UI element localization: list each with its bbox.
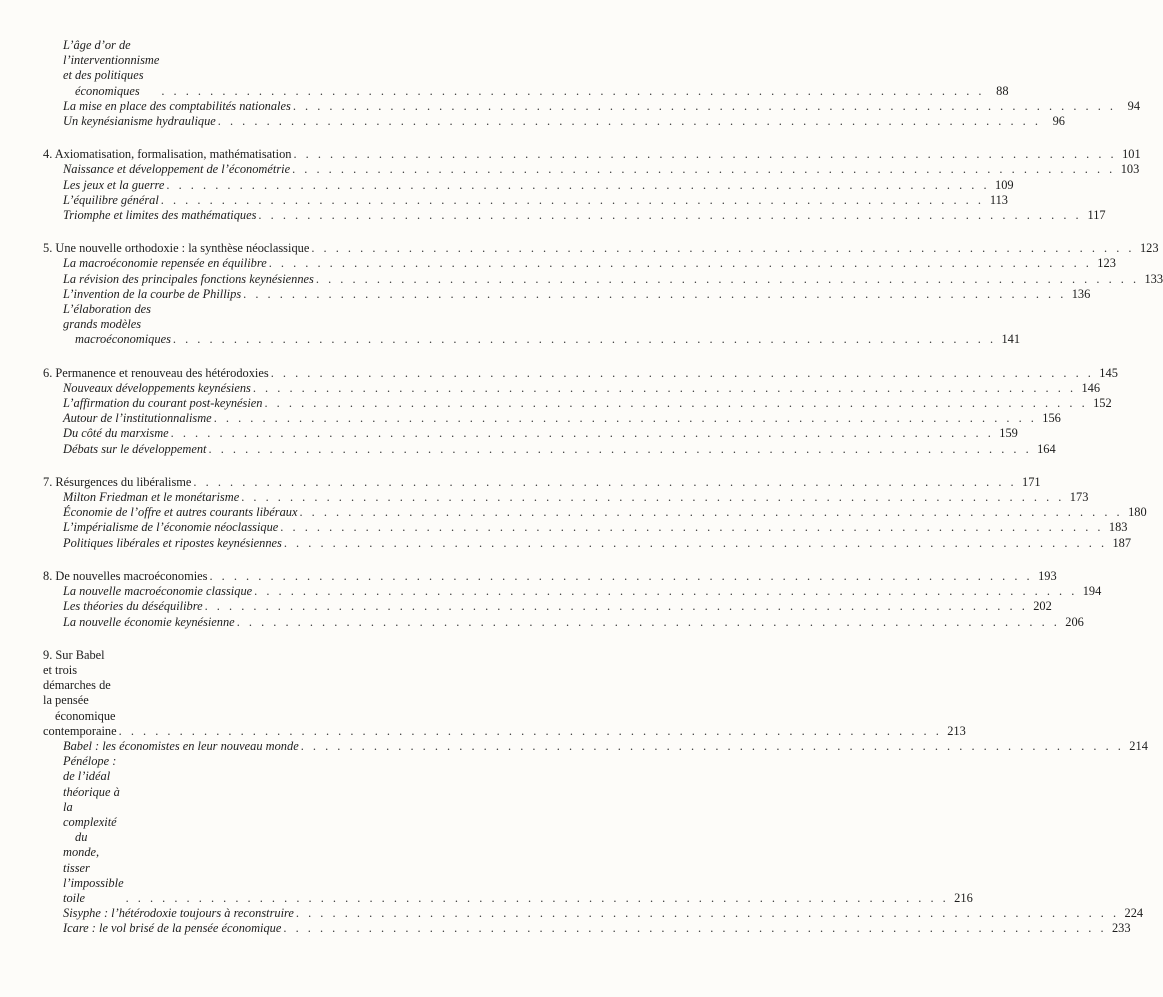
dot-leader bbox=[166, 178, 989, 193]
dot-leader bbox=[205, 599, 1028, 614]
dot-leader bbox=[119, 724, 942, 739]
toc-entry-title: Naissance et développement de l’économétrie bbox=[63, 162, 291, 177]
dot-leader bbox=[173, 332, 996, 347]
toc-entry bbox=[43, 98, 1141, 114]
toc-entry bbox=[43, 906, 1144, 921]
dot-leader bbox=[237, 615, 1060, 630]
toc-entry bbox=[43, 208, 1106, 223]
section-gap bbox=[43, 551, 373, 569]
dot-leader bbox=[218, 114, 1041, 129]
toc-entry bbox=[43, 38, 1009, 99]
page-number: 133 bbox=[1144, 271, 1163, 286]
toc-entry-title: L’affirmation du courant post-keynésien bbox=[63, 396, 263, 411]
toc-entry-title: La nouvelle économie keynésienne bbox=[63, 614, 235, 629]
chapter-title: 6. Permanence et renouveau des hétérodoxies bbox=[43, 365, 269, 380]
page-number: 233 bbox=[1111, 921, 1131, 936]
page-number: 193 bbox=[1038, 568, 1057, 583]
page-number: 123 bbox=[1139, 241, 1159, 256]
chapter-entry bbox=[43, 474, 1041, 490]
toc-entry-line: Pénélope : de l’idéal théorique à la complexité bbox=[63, 754, 120, 829]
toc-entry bbox=[43, 535, 1132, 551]
page-number: 213 bbox=[947, 723, 966, 738]
dot-leader bbox=[316, 272, 1139, 287]
page-number: 183 bbox=[1108, 520, 1128, 535]
page-number: 164 bbox=[1037, 441, 1056, 456]
chapter-list bbox=[43, 129, 1163, 936]
dot-leader bbox=[269, 256, 1092, 271]
page-number: 216 bbox=[954, 890, 973, 905]
toc-entry-line: économiques bbox=[75, 83, 140, 98]
toc-entry-title: Triomphe et limites des mathématiques bbox=[63, 208, 257, 223]
section-gap bbox=[43, 129, 373, 147]
page-number: 123 bbox=[1097, 256, 1116, 271]
toc-entry bbox=[43, 177, 1014, 193]
dot-leader bbox=[283, 921, 1106, 936]
section-gap bbox=[43, 348, 373, 366]
page-number: 101 bbox=[1122, 147, 1141, 162]
chapter-entry bbox=[43, 568, 1057, 584]
toc-entry-title: Babel : les économistes en leur nouveau monde bbox=[63, 738, 299, 753]
toc-entry-line: macroéconomiques bbox=[75, 332, 171, 347]
dot-leader bbox=[243, 287, 1066, 302]
dot-leader bbox=[284, 536, 1107, 551]
chapter-title: 5. Une nouvelle orthodoxie : la synthèse néoclassique bbox=[43, 241, 310, 256]
toc-entry-title: Économie de l’offre et autres courants libéraux bbox=[63, 505, 298, 520]
dot-leader bbox=[296, 906, 1119, 921]
toc-entry bbox=[43, 584, 1102, 599]
page-number: 156 bbox=[1042, 411, 1061, 426]
dot-leader bbox=[299, 505, 1122, 520]
page-number: 152 bbox=[1093, 396, 1112, 411]
page-number: 214 bbox=[1129, 738, 1148, 753]
toc-entry-line: L’âge d’or de l’interventionnisme et des politiques bbox=[63, 38, 160, 83]
toc-entry bbox=[43, 599, 1052, 614]
dot-leader bbox=[241, 490, 1064, 505]
toc-entry bbox=[43, 396, 1112, 411]
toc-entry bbox=[43, 520, 1128, 535]
dot-leader bbox=[293, 99, 1116, 114]
page-number: 145 bbox=[1099, 365, 1118, 380]
toc-entry bbox=[43, 114, 1065, 129]
toc-entry-title: L’impérialisme de l’économie néoclassique bbox=[63, 520, 279, 535]
dot-leader bbox=[254, 584, 1077, 599]
page-number: 117 bbox=[1087, 208, 1106, 223]
toc-entry-title: Autour de l’institutionnalisme bbox=[63, 411, 212, 426]
toc-entry-title: Politiques libérales et ripostes keynésiennes bbox=[63, 535, 282, 550]
toc-entry bbox=[43, 411, 1061, 426]
page-number: 194 bbox=[1082, 584, 1102, 599]
toc-entry-title bbox=[43, 38, 159, 99]
toc-entry bbox=[43, 380, 1101, 396]
dot-leader bbox=[126, 891, 949, 906]
toc-entry bbox=[43, 256, 1116, 271]
toc-entry bbox=[43, 162, 1140, 177]
toc-entry-title: L’invention de la courbe de Phillips bbox=[63, 286, 242, 301]
section-gap bbox=[43, 630, 373, 648]
page-number: 146 bbox=[1081, 380, 1101, 395]
dot-leader bbox=[214, 411, 1037, 426]
dot-leader bbox=[311, 241, 1134, 256]
toc-entry bbox=[43, 754, 973, 906]
toc-entry-title: La révision des principales fonctions keynésiennes bbox=[63, 271, 314, 286]
page-number: 136 bbox=[1071, 286, 1091, 301]
chapter-entry bbox=[43, 241, 1159, 256]
toc-entry bbox=[43, 426, 1018, 441]
dot-leader bbox=[293, 147, 1116, 162]
chapter-title-line: 9. Sur Babel et trois démarches de la pensée bbox=[43, 647, 111, 708]
dot-leader bbox=[209, 442, 1032, 457]
page-number: 113 bbox=[989, 192, 1008, 207]
toc-entry bbox=[43, 441, 1056, 457]
toc-entry-title: Les jeux et la guerre bbox=[63, 177, 165, 192]
table-of-contents bbox=[43, 38, 1163, 937]
toc-entry-line: L’élaboration des grands modèles bbox=[63, 302, 151, 332]
dot-leader bbox=[161, 84, 984, 99]
toc-entry-title: Débats sur le développement bbox=[63, 441, 207, 456]
chapter-entry bbox=[43, 365, 1118, 381]
dot-leader bbox=[161, 193, 984, 208]
toc-entry-title bbox=[43, 754, 124, 906]
page-number: 206 bbox=[1065, 614, 1084, 629]
toc-entry bbox=[43, 921, 1131, 936]
chapter-title: 4. Axiomatisation, formalisation, mathématisation bbox=[43, 147, 292, 162]
toc-entry-title: Nouveaux développements keynésiens bbox=[63, 380, 251, 395]
dot-leader bbox=[301, 739, 1124, 754]
toc-entry-title: Un keynésianisme hydraulique bbox=[63, 114, 216, 129]
toc-entry-title: Sisyphe : l’hétérodoxie toujours à reconstruire bbox=[63, 906, 294, 921]
chapter-title-line: économique contemporaine bbox=[43, 708, 117, 738]
toc-entry-title: La macroéconomie repensée en équilibre bbox=[63, 256, 267, 271]
page-number: 141 bbox=[1001, 332, 1021, 347]
toc-entry bbox=[43, 271, 1163, 287]
page-number: 159 bbox=[999, 426, 1018, 441]
toc-entry bbox=[43, 505, 1147, 520]
page-number: 88 bbox=[996, 83, 1009, 98]
page-number: 103 bbox=[1120, 162, 1140, 177]
page-number: 187 bbox=[1112, 535, 1132, 550]
dot-leader bbox=[193, 475, 1016, 490]
section-gap bbox=[43, 223, 373, 241]
toc-entry-title: Icare : le vol brisé de la pensée économique bbox=[63, 921, 282, 936]
page-number: 180 bbox=[1128, 505, 1147, 520]
page-number: 171 bbox=[1022, 474, 1041, 489]
chapter-entry bbox=[43, 147, 1141, 162]
page-number: 202 bbox=[1033, 599, 1052, 614]
toc-entry bbox=[43, 302, 1021, 348]
page-number: 94 bbox=[1127, 98, 1141, 113]
toc-entry bbox=[43, 490, 1089, 505]
toc-entry bbox=[43, 738, 1148, 754]
toc-entry bbox=[43, 286, 1091, 302]
chapter-title: 8. De nouvelles macroéconomies bbox=[43, 568, 208, 583]
dot-leader bbox=[258, 208, 1081, 223]
toc-entry bbox=[43, 614, 1084, 630]
toc-entry-line: du monde, tisser l’impossible toile bbox=[63, 830, 124, 905]
page-number: 109 bbox=[995, 177, 1014, 192]
section-gap bbox=[43, 457, 373, 475]
page-number: 96 bbox=[1052, 114, 1065, 129]
toc-entry-title: Du côté du marxisme bbox=[63, 426, 169, 441]
toc-entry-title: La nouvelle macroéconomie classique bbox=[63, 584, 253, 599]
toc-entry-title: Les théories du déséquilibre bbox=[63, 599, 203, 614]
chapter-title bbox=[43, 648, 117, 739]
dot-leader bbox=[209, 569, 1032, 584]
chapter-entry bbox=[43, 647, 966, 739]
dot-leader bbox=[264, 396, 1087, 411]
dot-leader bbox=[253, 381, 1076, 396]
dot-leader bbox=[271, 366, 1094, 381]
dot-leader bbox=[292, 162, 1115, 177]
toc-entry-title: L’équilibre général bbox=[63, 192, 159, 207]
toc-entry-title bbox=[43, 302, 171, 348]
dot-leader bbox=[171, 426, 994, 441]
toc-entry-title: Milton Friedman et le monétarisme bbox=[63, 490, 240, 505]
chapter-title: 7. Résurgences du libéralisme bbox=[43, 474, 192, 489]
page-number: 173 bbox=[1069, 490, 1089, 505]
dot-leader bbox=[280, 520, 1103, 535]
page-number: 224 bbox=[1124, 906, 1144, 921]
toc-entry bbox=[43, 192, 1008, 208]
toc-entry-title: La mise en place des comptabilités nationales bbox=[63, 98, 291, 113]
